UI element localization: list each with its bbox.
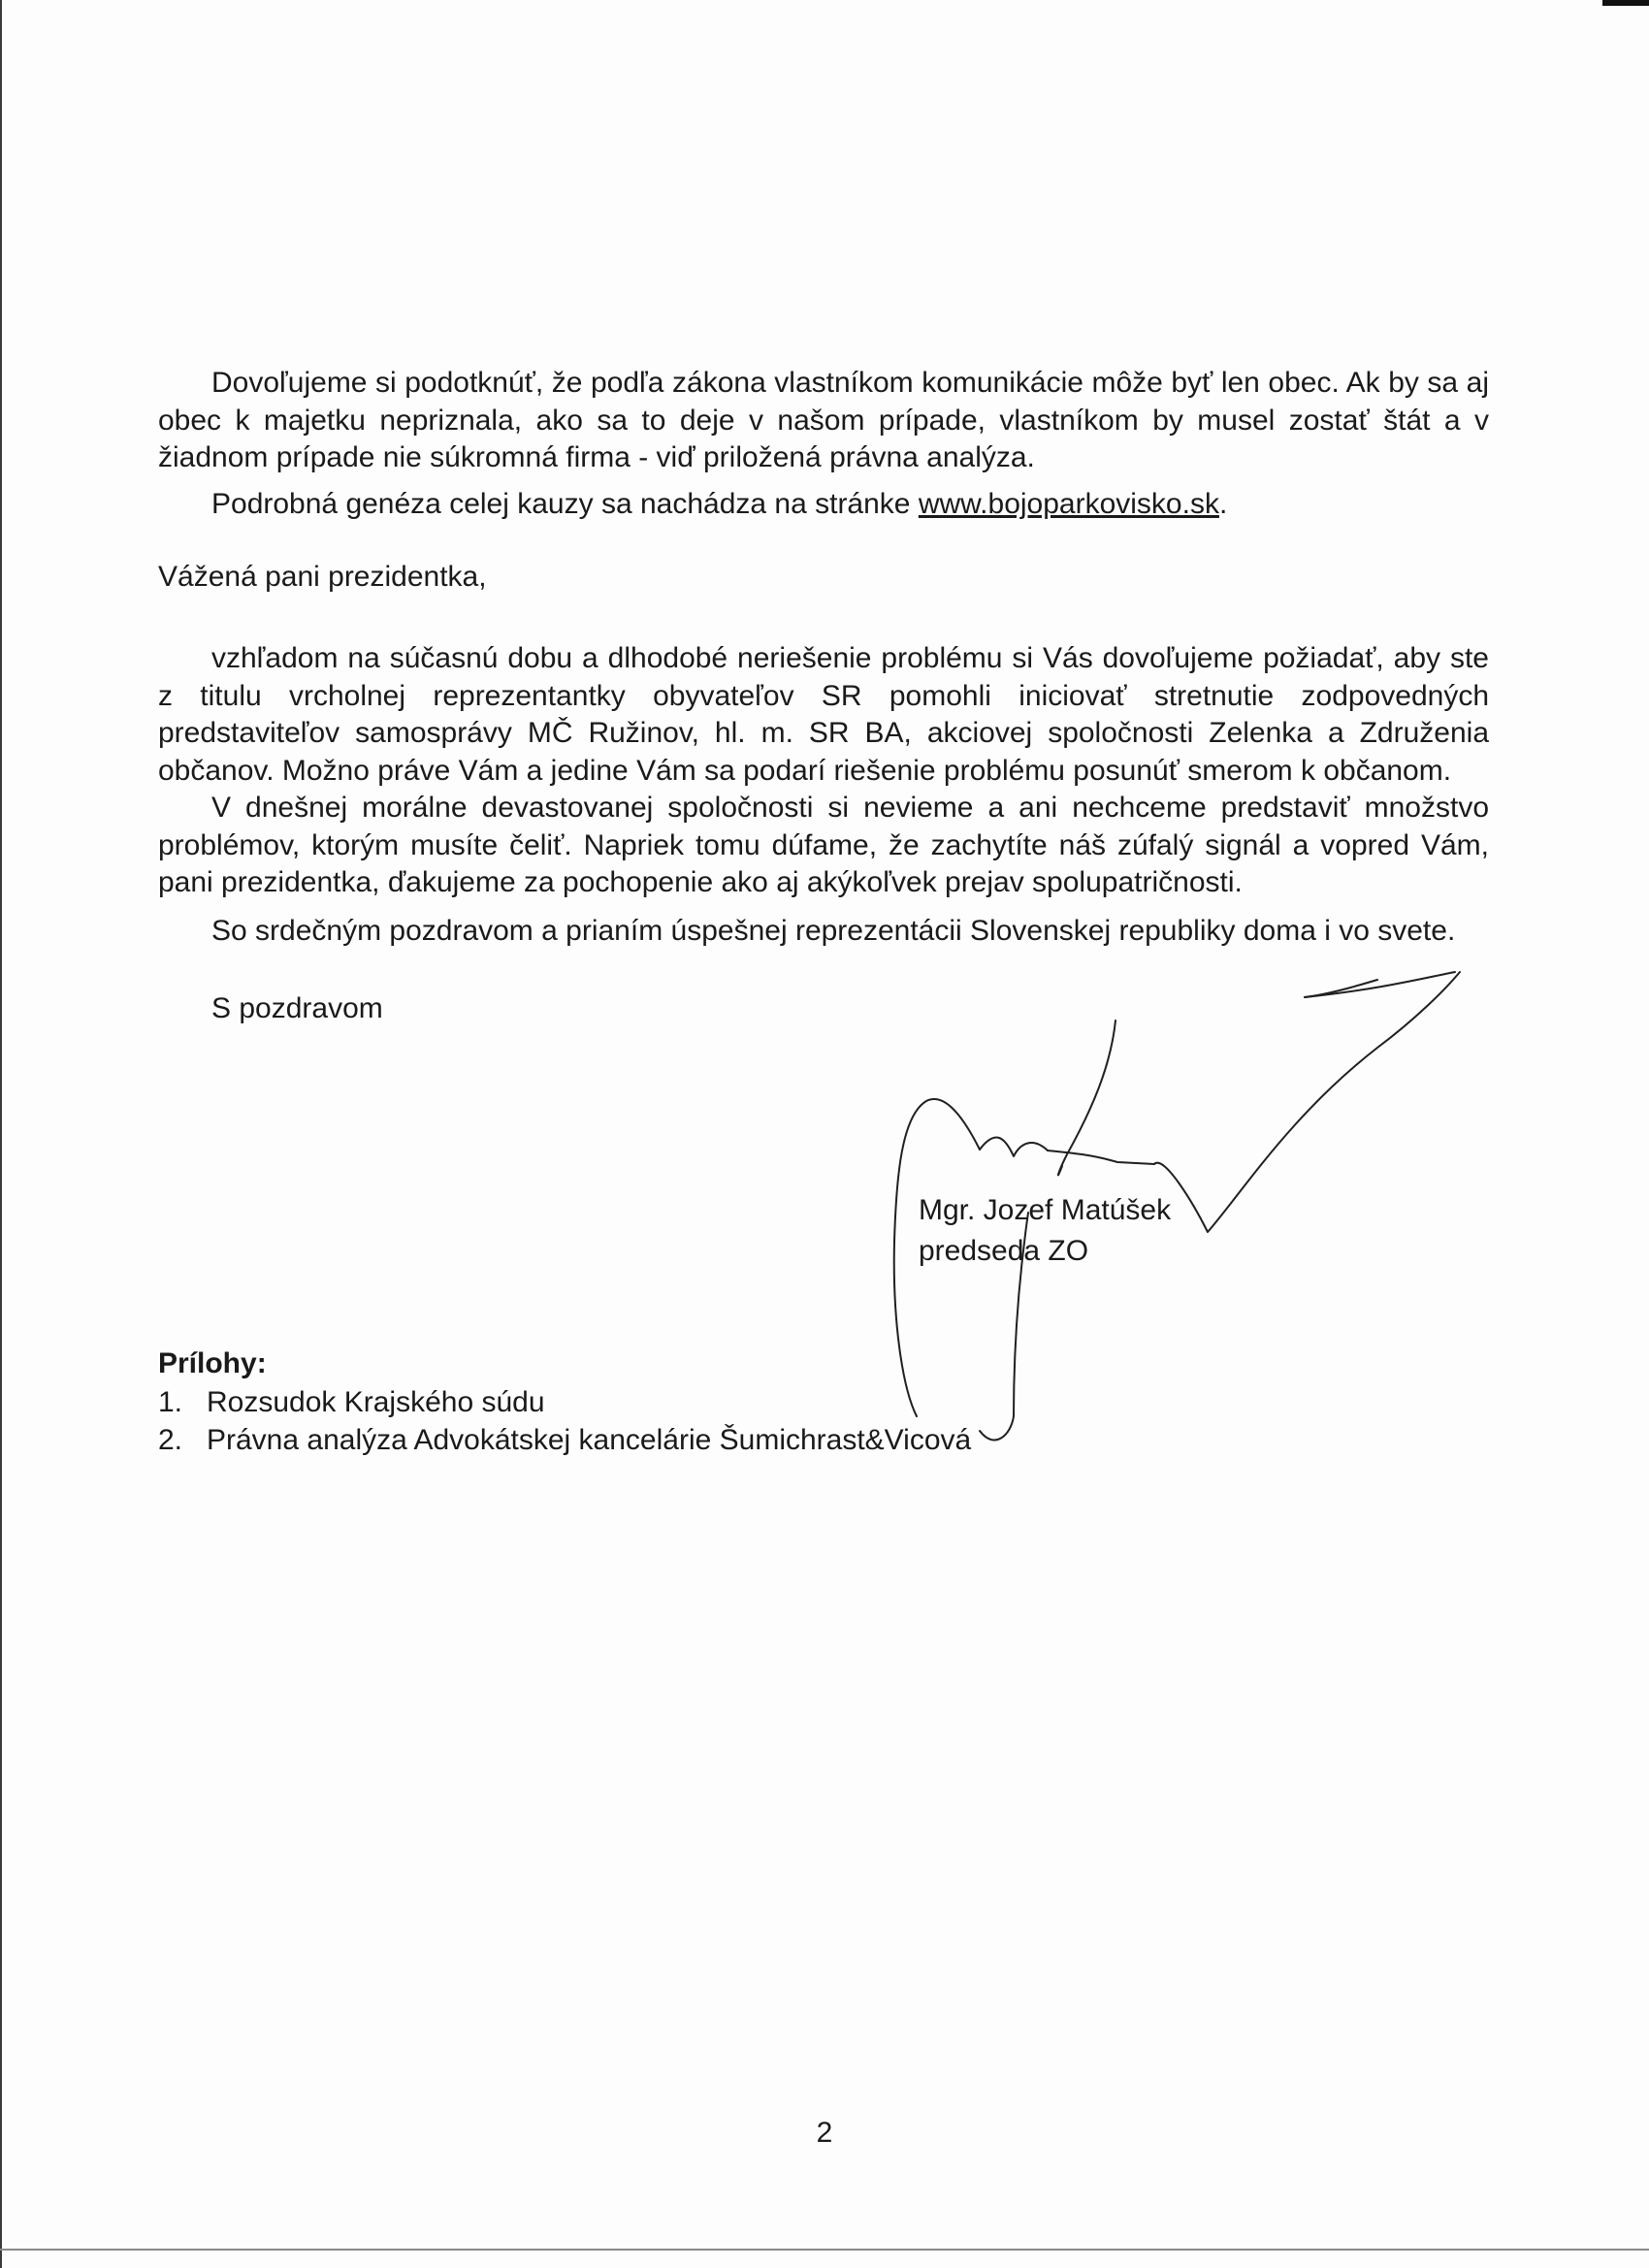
paragraph-website-suffix: . bbox=[1218, 488, 1228, 520]
scan-edge-left bbox=[0, 0, 2, 2268]
website-link[interactable]: www.bojoparkovisko.sk bbox=[918, 488, 1219, 520]
attachment-number: 1. bbox=[158, 1386, 183, 1418]
scan-edge-bottom bbox=[0, 2249, 1649, 2251]
signatory-name: Mgr. Jozef Matúšek bbox=[919, 1194, 1172, 1226]
paragraph-society: V dnešnej morálne devastovanej spoločnosti si nevieme a ani nechceme predstaviť množstvo problémov, ktorým musíte čeliť. Napriek tomu dúfame, že zachytíte náš zúfalý signál a vopred Vám, pani prezidentka, ďakujeme za pochopenie ako aj akýkoľvek prejav spolupatričnosti. bbox=[158, 792, 1489, 898]
paragraph-ownership: Dovoľujeme si podotknúť, že podľa zákona vlastníkom komunikácie môže byť len obec. Ak by sa aj obec k majetku nepriznala, ako sa to deje v našom prípade, vlastníkom by musel zostať štát a v žiadnom prípade nie súkromná firma - viď priložená právna analýza. bbox=[158, 367, 1489, 473]
paragraph-website bbox=[158, 486, 1489, 524]
signatory-role: predseda ZO bbox=[919, 1235, 1089, 1267]
attachments-heading: Prílohy: bbox=[158, 1347, 267, 1379]
signature-block bbox=[919, 1190, 1171, 1272]
paragraph-request: vzhľadom na súčasnú dobu a dlhodobé neriešenie problému si Vás dovoľujeme požiadať, aby ste z titulu vrcholnej reprezentantky obyvateľov SR pomohli iniciovať stretnutie zodpovedných predstaviteľov samosprávy MČ Ružinov, hl. m. SR BA, akciovej spoločnosti Zelenka a Združenia občanov. Možno práve Vám a jedine Vám sa podarí riešenie problému posunúť smerom k občanom. bbox=[158, 642, 1489, 787]
page-number: 2 bbox=[816, 2117, 833, 2149]
attachments-list bbox=[158, 1384, 971, 1460]
attachment-number: 2. bbox=[158, 1424, 183, 1456]
attachment-item bbox=[158, 1384, 971, 1422]
attachment-title: Právna analýza Advokátskej kancelárie Šumichrast&Vicová bbox=[207, 1424, 972, 1456]
paragraph-website-text: Podrobná genéza celej kauzy sa nachádza na stránke bbox=[211, 488, 919, 520]
closing: S pozdravom bbox=[211, 992, 383, 1024]
attachment-item bbox=[158, 1422, 971, 1460]
attachment-title: Rozsudok Krajského súdu bbox=[207, 1386, 545, 1418]
salutation: Vážená pani prezidentka, bbox=[158, 561, 487, 593]
scan-mark bbox=[1602, 0, 1649, 6]
paragraph-greeting: So srdečným pozdravom a prianím úspešnej reprezentácii Slovenskej republiky doma i vo svete. bbox=[211, 915, 1456, 947]
